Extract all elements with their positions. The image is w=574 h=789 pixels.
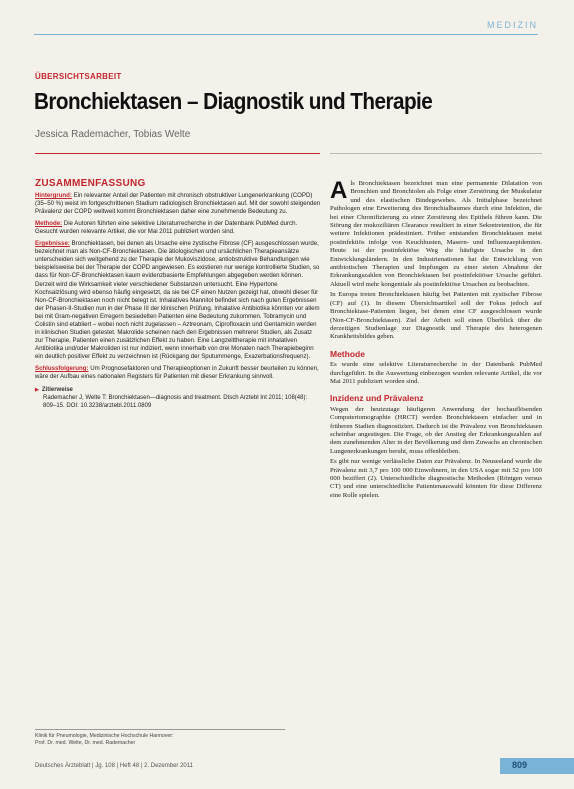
article-kicker: ÜBERSICHTSARBEIT [35, 72, 122, 81]
citation-label: ▶ Zitierweise [35, 386, 321, 394]
incidence-heading: Inzidenz und Prävalenz [330, 393, 424, 404]
abstract-top-rule [35, 153, 320, 154]
intro-text-1: ls Bronchiektasen bezeichnet man eine permanente Dilatation von Bronchien und Bronchiolen als Folge einer Zerstörung der Muskulatur und des elastischen Bindegewebes. Als Initialphase bezeichnet Pathologen eine Erweiterung des Bronchialbaumes durch eine Infektion, die bei einer Chronifizierung zu einer Zerstörung des Epithels führen kann. Die Störung der mukoziliären Clearance resultiert in einer Sekretretention, die für weitere Infektionen prädestiniert. Früher entstanden Bronchiektasen meist postinfektiös infolge von Keuchhusten, Masern- und Influenzaepidemien. Heute ist der postinfektiöse Weg die häufigste Ursache in den Entwicklungsländern. In den Industrienationen hat die Entwicklung von antibiotischen Therapien und Impfungen zu einer steten Abnahme der Erkrankungszahlen von Bronchiektasen bei postinfektiöser Ursache geführt. Aktuell wird mehr kongenitale als postinfektiöse Ursachen zu beobachten. [330, 180, 542, 288]
abstract-results [35, 240, 321, 361]
affiliation-line-1: Klinik für Pneumologie, Medizinische Hochschule Hannover: [35, 733, 174, 739]
methods-heading: Methode [330, 348, 365, 359]
journal-footer: Deutsches Ärzteblatt | Jg. 108 | Heft 48 | 2. Dezember 2011 [35, 763, 193, 769]
article-authors: Jessica Rademacher, Tobias Welte [35, 129, 191, 140]
footnote-divider [35, 729, 285, 730]
section-divider [34, 34, 538, 35]
citation-block [35, 386, 321, 410]
body-top-rule [330, 153, 542, 154]
incidence-paragraph-1: Wegen der heutzutage häufigeren Anwendung der hochauflösenden Computertomographie (HRCT) werden Bronchiektasen einfacher und in früheren Stadien diagnostiziert. Dadurch ist die Prävalenz von Bronchiektasen scheinbar angestiegen. Die Frage, ob der Anstieg der Erkrankungszahlen auf dem zunehmenden Alter in der Bevölkerung und dem Zuwachs an chronischen Lungenerkrankungen beruht, muss offenbleiben. [330, 405, 542, 455]
section-label: MEDIZIN [487, 20, 538, 30]
affiliation-footnote [35, 733, 173, 747]
conclusion-label: Schlussfolgerung: [35, 364, 89, 372]
method-label: Methode: [35, 220, 63, 228]
citation-text: Rademacher J, Welte T: Bronchiektasen—diagnosis and treatment. Dtsch Arztebl Int 2011; 108(48): 809–15. DOI: 10.3238/arztebl.2011.0809 [43, 395, 308, 410]
background-text: Ein relevanter Anteil der Patienten mit chronisch obstruktiver Lungenerkrankung (COPD) (35–50 %) weist im fortgeschrittenen Stadium radiologisch Bronchiektasen auf. Mit der sowohl steigenden Prävalenz der COPD weltweit kommt Bronchiektasen daher eine zunehmende Bedeutung zu. [35, 192, 321, 216]
body-column [330, 177, 542, 502]
method-text: Die Autoren führten eine selektive Literaturrecherche in der Datenbank PubMed durch. Gesucht wurden relevante Artikel, die vor Mai 2011 publiziert worden sind. [35, 220, 298, 236]
abstract-method [35, 220, 321, 236]
results-text: Bronchiektasen, bei denen als Ursache eine zystische Fibrose (CF) ausgeschlossen wurde, bezeichnet man als Non-CF-Bronchiektasen. Die ätiologischen und ursächlichen Therapieansätze unterscheiden sich weitgehend zu der Therapie der Mukoviszidose, antiobstruktive Behandlungen wie beispielsweise bei der Therapie der COPD angewiesen. Es existieren nur wenige kontrollierte Studien, so dass für Non-CF-Bronchiektasen kaum evidenzbasierte Empfehlungen abgegeben werden können. Derzeit wird die Wirksamkeit vieler verschiedener Substanzen untersucht. Eine Hypertone Kochsalzlösung wird ebenso häufig eingesetzt, da sie bei CF einen Nutzen gezeigt hat, obwohl dieser für Non-CF-Bronchiektasen noch nicht belegt ist. Inhalatives Mannitol befindet sich nach guten Ergebnissen der Phasen-II-Studien nun in der Phase III der klinischen Prüfung. Inhalative Antibiotika könnten vor allem bei mit Gram-negativen Erregern besiedelten Patienten eine Bedeutung zukommen. Tobramycin und Colistin sind etabliert – wobei noch nicht zugelassen – Aztreonam, Ciprofloxacin und Gentamicin werden in klinischen Studien getestet. Makrolide scheinen nach den Ergebnissen mehrerer Studien, als Zusatz zur Therapie, Patienten einen zusätzlichen Effekt zu haben. Eine Langzeittherapie mit inhalativen Antibiotika und/oder Makroliden ist nur indiziert, wenn innerhalb von drei Monaten nach Therapiebeginn ein deutlich positiver Effekt zu verzeichnen ist (Rückgang der Sputummenge, Exazerbationsfrequenz). [35, 240, 320, 360]
intro-paragraph-1 [330, 177, 542, 289]
abstract-conclusion [35, 365, 321, 381]
background-label: Hintergrund: [35, 192, 72, 200]
results-label: Ergebnisse: [35, 240, 70, 248]
intro-paragraph-2: In Europa treten Bronchiektasen häufig bei Patienten mit zystischer Fibrose (CF) auf (1). In diesem Übersichtsartikel soll der Fokus jedoch auf Bronchiektase-Patienten liegen, bei denen eine CF ausgeschlossen wurde (Non-CF-Bronchiektasen). Ziel der Arbeit soll einen Überblick über die derzeitigen Studienlage zur Diagnostik und Therapie des heterogenen Krankheitsbildes geben. [330, 291, 542, 341]
abstract-heading: ZUSAMMENFASSUNG [35, 178, 146, 189]
page-number: 809 [512, 760, 528, 770]
affiliation-line-2: Prof. Dr. med. Welte, Dr. med. Rademacher [35, 740, 136, 746]
methods-paragraph: Es wurde eine selektive Literaturrecherche in der Datenbank PubMed durchgeführt. In die Auswertung einbezogen wurden relevante Artikel, die vor Mai 2011 publiziert worden sind. [330, 361, 542, 385]
conclusion-text: Um Prognosefaktoren und Therapieoptionen in Zukunft besser beurteilen zu können, wäre der Aufbau eines nationalen Registers für Patienten mit dieser Erkrankung sinnvoll. [35, 364, 319, 381]
article-title: Bronchiektasen – Diagnostik und Therapie [34, 88, 433, 114]
drop-cap: A [330, 177, 348, 204]
incidence-paragraph-2: Es gibt nur wenige verlässliche Daten zur Prävalenz. In Neuseeland wurde die Prävalenz mit 3,7 pro 100 000 Einwohnern, in den USA sogar mit 52 pro 100 000 beziffert (2). Unterschiedliche diagnostische Methoden (Röntgen versus CT) und eine unterschiedliche Patientenauswahl könnten für diese Differenz eine Rolle spielen. [330, 458, 542, 499]
abstract-column [35, 180, 321, 410]
abstract-background [35, 192, 321, 216]
